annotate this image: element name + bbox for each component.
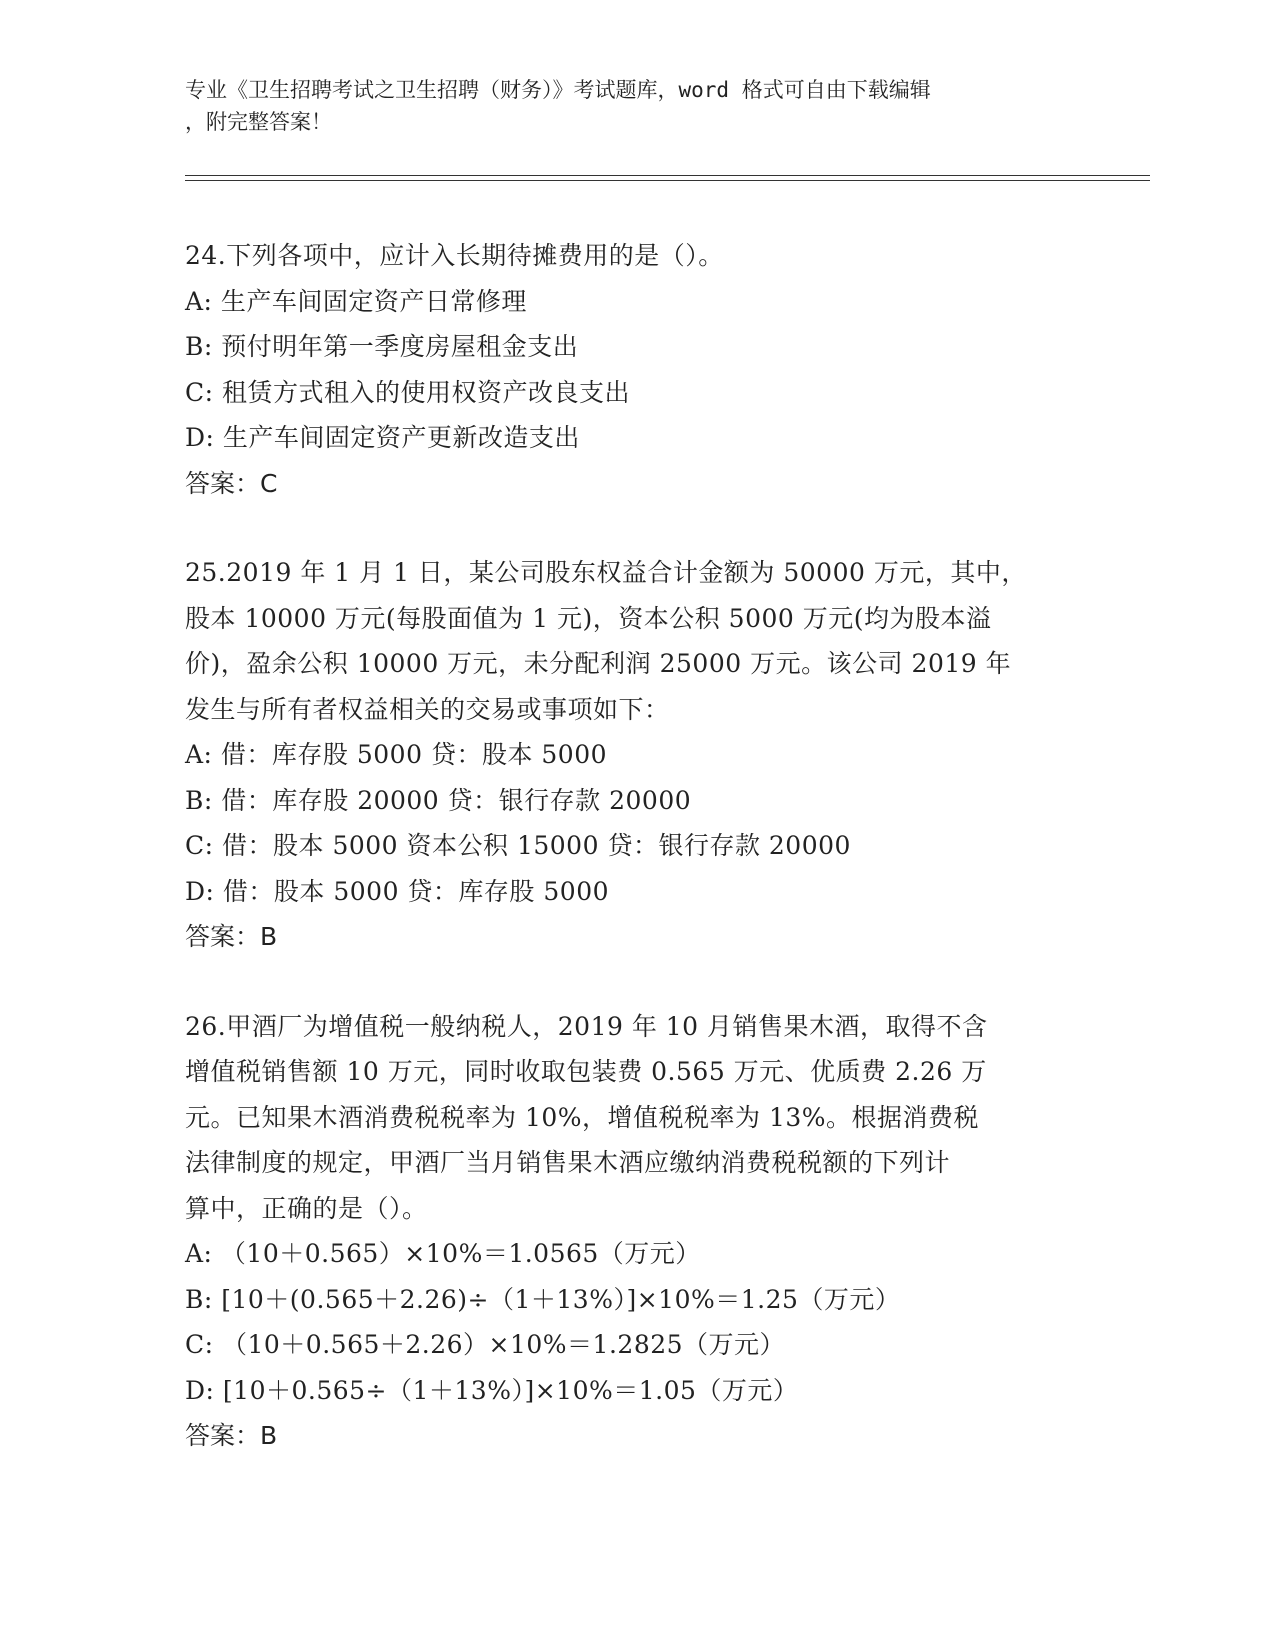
question-24 <box>185 233 1065 506</box>
answer: 答案：C <box>185 468 278 498</box>
stem-line: 价)，盈余公积 10000 万元，未分配利润 25000 万元。该公司 2019 年 <box>185 649 1012 678</box>
header-divider-bottom <box>185 180 1150 181</box>
option-d: D: [10＋0.565÷（1＋13%）]×10%＝1.05（万元） <box>185 1375 799 1405</box>
stem-line: 发生与所有者权益相关的交易或事项如下： <box>185 694 670 724</box>
option-a: A: 借：库存股 5000 贷：股本 5000 <box>185 740 608 769</box>
question-25 <box>185 550 1065 960</box>
option-b: B: 预付明年第一季度房屋租金支出 <box>185 332 579 361</box>
option-d: D: 生产车间固定资产更新改造支出 <box>185 423 580 452</box>
stem-line: 增值税销售额 10 万元，同时收取包装费 0.565 万元、优质费 2.26 万 <box>185 1057 987 1086</box>
document-header <box>185 74 1085 138</box>
question-stem <box>185 233 1065 279</box>
stem-line: 25.2019 年 1 月 1 日，某公司股东权益合计金额为 50000 万元，其中， <box>185 558 1027 587</box>
option-b: B: 借：库存股 20000 贷：银行存款 20000 <box>185 785 692 815</box>
question-stem <box>185 550 1065 732</box>
header-divider-top <box>185 175 1150 176</box>
option-b: B: [10＋(0.565＋2.26)÷（1＋13%）]×10%＝1.25（万元） <box>185 1284 901 1314</box>
option-d: D: 借：股本 5000 贷：库存股 5000 <box>185 876 610 906</box>
stem-line: 24.下列各项中，应计入长期待摊费用的是（）。 <box>185 241 724 270</box>
stem-line: 算中，正确的是（）。 <box>185 1193 428 1223</box>
stem-line: 26.甲酒厂为增值税一般纳税人，2019 年 10 月销售果木酒，取得不含 <box>185 1011 988 1041</box>
option-c: C: （10＋0.565＋2.26）×10%＝1.2825（万元） <box>185 1330 786 1359</box>
header-line-2: ，附完整答案！ <box>185 110 332 134</box>
option-a: A: （10＋0.565）×10%＝1.0565（万元） <box>185 1239 701 1268</box>
option-c: C: 租赁方式租入的使用权资产改良支出 <box>185 377 630 407</box>
option-a: A: 生产车间固定资产日常修理 <box>185 286 527 316</box>
answer: 答案：B <box>185 922 278 951</box>
stem-line: 法律制度的规定，甲酒厂当月销售果木酒应缴纳消费税税额的下列计 <box>185 1148 951 1177</box>
question-list <box>185 233 1065 1503</box>
stem-line: 股本 10000 万元(每股面值为 1 元)，资本公积 5000 万元(均为股本溢 <box>185 603 992 633</box>
question-stem <box>185 1004 1065 1232</box>
option-c: C: 借：股本 5000 资本公积 15000 贷：银行存款 20000 <box>185 831 851 860</box>
question-26 <box>185 1004 1065 1459</box>
answer: 答案：B <box>185 1421 278 1450</box>
header-line-1: 专业《卫生招聘考试之卫生招聘（财务）》考试题库，word 格式可自由下载编辑 <box>185 78 931 102</box>
stem-line: 元。已知果木酒消费税税率为 10%，增值税税率为 13%。根据消费税 <box>185 1102 980 1132</box>
